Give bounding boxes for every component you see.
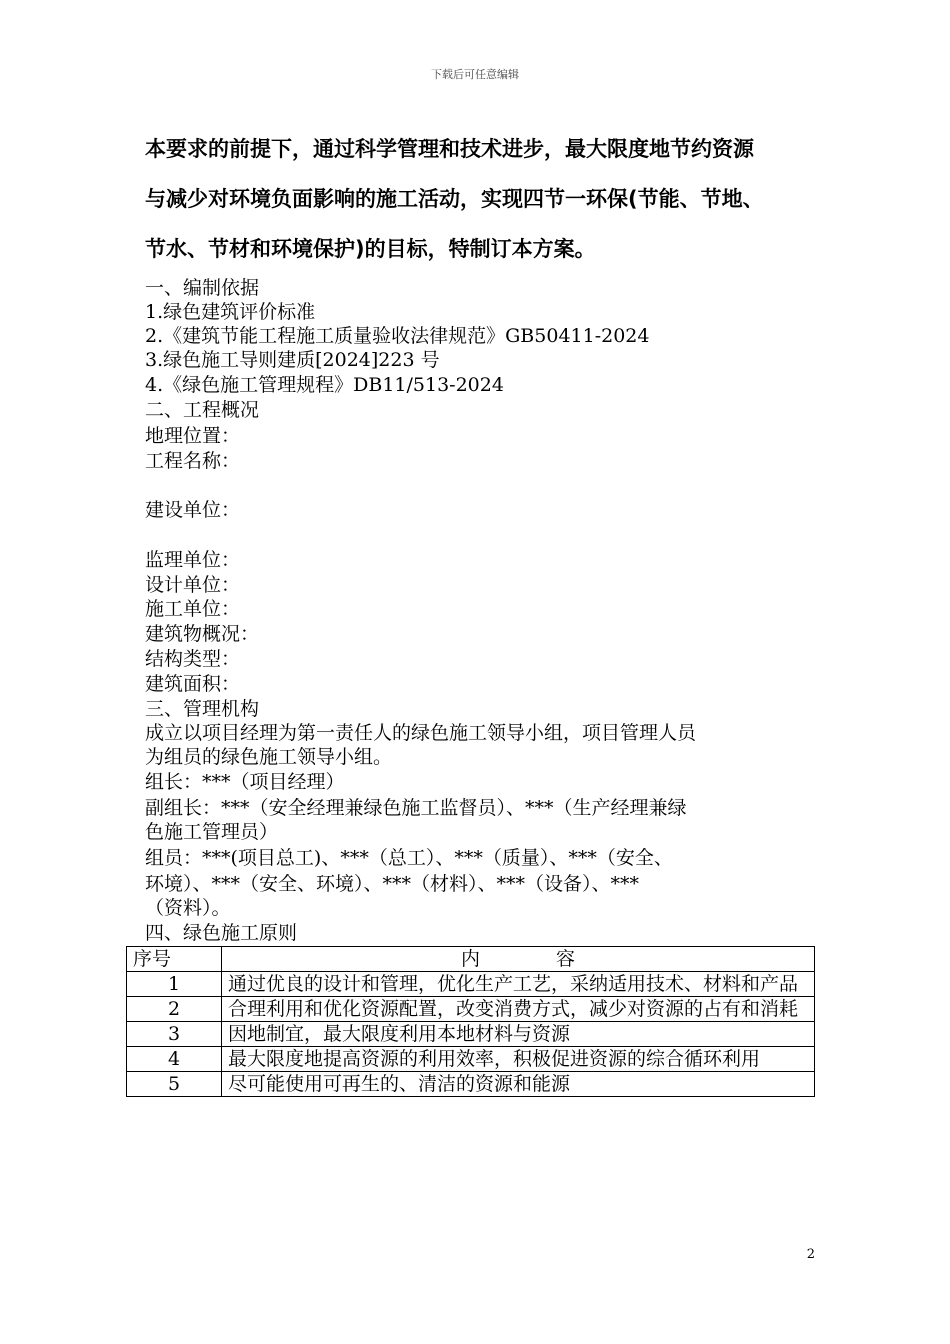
row-number: 1	[127, 972, 222, 997]
management-line-3: 组长：***（项目经理）	[145, 771, 345, 793]
principles-table	[126, 946, 815, 1097]
management-line-5: 色施工管理员）	[145, 821, 279, 843]
header-content: 内 容	[222, 947, 815, 972]
section-heading-overview: 二、工程概况	[145, 399, 260, 421]
field-owner: 建设单位：	[145, 499, 241, 521]
basis-item-4: 4.《绿色施工管理规程》DB11/513-2024	[145, 374, 504, 396]
row-number: 5	[127, 1072, 222, 1097]
table-row	[127, 1047, 815, 1072]
row-content: 因地制宜，最大限度利用本地材料与资源	[222, 1022, 815, 1047]
field-building-overview: 建筑物概况：	[145, 623, 260, 645]
field-supervisor: 监理单位：	[145, 549, 241, 571]
table-row	[127, 1022, 815, 1047]
intro-line-2: 与减少对环境负面影响的施工活动，实现四节一环保(节能、节地、	[145, 187, 764, 211]
management-line-7: 环境）、***（安全、环境）、***（材料）、***（设备）、***	[145, 873, 640, 895]
field-contractor: 施工单位：	[145, 598, 241, 620]
field-project-name: 工程名称：	[145, 450, 241, 472]
row-content: 合理利用和优化资源配置，改变消费方式，减少对资源的占有和消耗	[222, 997, 815, 1022]
basis-item-3: 3.绿色施工导则建质[2024]223 号	[145, 349, 440, 371]
row-content: 通过优良的设计和管理，优化生产工艺，采纳适用技术、材料和产品	[222, 972, 815, 997]
table-row	[127, 1072, 815, 1097]
row-content: 尽可能使用可再生的、清洁的资源和能源	[222, 1072, 815, 1097]
management-line-8: （资料）。	[145, 897, 231, 919]
management-line-6: 组员：***(项目总工)、***（总工）、***（质量）、***（安全、	[145, 847, 673, 869]
row-number: 3	[127, 1022, 222, 1047]
intro-line-3: 节水、节材和环境保护)的目标，特制订本方案。	[145, 237, 596, 261]
header-number: 序号	[127, 947, 222, 972]
management-line-1: 成立以项目经理为第一责任人的绿色施工领导小组，项目管理人员	[145, 722, 697, 744]
intro-line-1: 本要求的前提下，通过科学管理和技术进步，最大限度地节约资源	[145, 137, 754, 161]
row-content: 最大限度地提高资源的利用效率，积极促进资源的综合循环利用	[222, 1047, 815, 1072]
page-number: 2	[806, 1247, 815, 1262]
field-location: 地理位置：	[145, 425, 241, 447]
table-header-row	[127, 947, 815, 972]
basis-item-1: 1.绿色建筑评价标准	[145, 301, 316, 323]
row-number: 4	[127, 1047, 222, 1072]
section-heading-management: 三、管理机构	[145, 698, 260, 720]
basis-item-2: 2.《建筑节能工程施工质量验收法律规范》GB50411-2024	[145, 325, 650, 347]
management-line-2: 为组员的绿色施工领导小组。	[145, 746, 393, 768]
header-note: 下载后可任意编辑	[431, 68, 519, 81]
field-structure-type: 结构类型：	[145, 648, 241, 670]
table-row	[127, 972, 815, 997]
management-line-4: 副组长：***（安全经理兼绿色施工监督员）、***（生产经理兼绿	[145, 797, 687, 819]
field-building-area: 建筑面积：	[145, 673, 241, 695]
row-number: 2	[127, 997, 222, 1022]
field-designer: 设计单位：	[145, 574, 241, 596]
table-row	[127, 997, 815, 1022]
section-heading-principles: 四、绿色施工原则	[145, 922, 298, 944]
section-heading-basis: 一、编制依据	[145, 277, 260, 299]
